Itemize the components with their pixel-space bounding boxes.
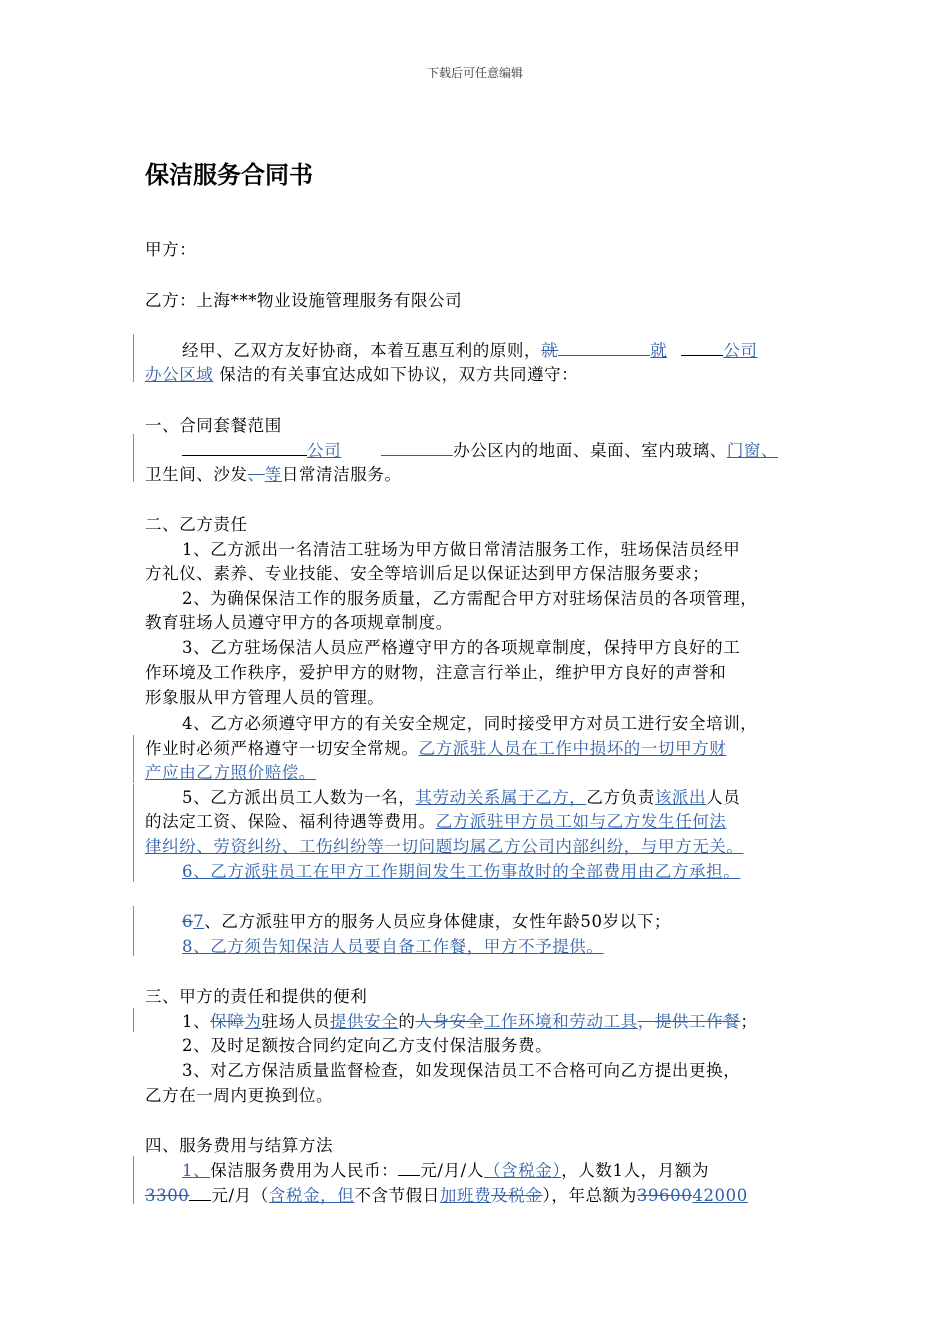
s3-item-3-line-2: 乙方在一周内更换到位。 [145,1086,334,1105]
s4-text: 不含节假日 [354,1186,440,1205]
s1-text: 卫生间、沙发 [145,465,248,484]
inserted-text: 等 [264,465,282,484]
s2-item-3-line-2: 作环境及工作秩序，爱护甲方的财物，注意言行举止，维护甲方良好的声誉和 [145,663,727,682]
blank-underline [381,455,453,456]
s2-text: 的法定工资、保险、福利待遇等费用。 [145,812,436,831]
section-2-heading: 二、乙方责任 [145,515,248,534]
inserted-text: 产应由乙方照价赔偿。 [145,763,316,782]
inserted-text: 6、乙方派驻员工在甲方工作期间发生工伤事故时的全部费用由乙方承担。 [182,862,741,881]
s4-item-1-line-1 [182,1157,709,1181]
document-title: 保洁服务合同书 [145,161,313,189]
inserted-text: 律纠纷、劳资纠纷、工伤纠纷等一切问题均属乙方公司内部纠纷，与甲方无关。 [145,837,744,856]
deleted-text: 人身安全 [415,1012,484,1031]
s2-item-4-line-1: 4、乙方必须遵守甲方的有关安全规定，同时接受甲方对员工进行安全培训， [182,714,758,733]
inserted-text: 加班费 [439,1186,492,1205]
s4-text: ，人数1人，月额为 [561,1161,710,1180]
revision-bar [133,784,134,882]
blank-underline [182,455,307,456]
blank-underline [681,355,723,356]
page-header: 下载后可任意编辑 [426,66,523,80]
intro-text: 保洁的有关事宜达成如下协议，双方共同遵守： [219,365,579,384]
inserted-text: 含税金，但 [268,1186,355,1205]
party-a-line: 甲方： [145,240,197,259]
inserted-text: 工作环境和劳动工具 [483,1012,638,1031]
s2-item-3-line-3: 形象服从甲方管理人员的管理。 [145,688,385,707]
s1-line-2 [145,461,402,485]
s2-item-8 [182,933,604,957]
inserted-text: 乙方派驻人员在工作中损坏的一切甲方财 [418,739,727,758]
s2-item-2-line-2: 教育驻场人员遵守甲方的各项规章制度。 [145,613,453,632]
s4-text: 保洁服务费用为人民币： [210,1161,399,1180]
blank-underline [558,355,650,356]
s4-text: ），年总额为 [542,1186,637,1205]
s2-item-1-line-2: 方礼仪、素养、专业技能、安全等培训后足以保证达到甲方保洁服务要求； [145,564,710,583]
section-1-heading: 一、合同套餐范围 [145,416,282,435]
revision-bar [133,906,134,956]
s2-item-3-line-1: 3、乙方驻场保洁人员应严格遵守甲方的各项规章制度，保持甲方良好的工 [182,638,741,657]
s2-item-4-line-3 [145,759,316,783]
inserted-text: 8、乙方须告知保洁人员要自备工作餐，甲方不予提供。 [182,937,604,956]
s2-text: 人员 [706,788,741,807]
revision-bar [133,334,134,382]
intro-text: 经甲、乙双方友好协商，本着互惠互利的原则， [182,341,542,360]
inserted-text: 办公区域 [145,365,214,384]
s3-text: 驻场人员 [261,1012,330,1031]
inserted-text: 42000 [692,1186,748,1205]
inserted-text: 公司 [307,441,342,460]
inserted-text: 其劳动关系属于乙方， [415,788,587,807]
inserted-text: 乙方派驻甲方员工如与乙方发生任何法 [435,812,727,831]
section-3-heading: 三、甲方的责任和提供的便利 [145,987,368,1006]
inserted-text: 就 [650,341,668,360]
inserted-text: 7 [193,912,205,931]
revision-bar [133,434,134,482]
intro-line-2 [145,361,578,385]
s3-text: 的 [398,1012,416,1031]
deleted-text: 39600 [636,1186,693,1205]
s2-item-1-line-1: 1、乙方派出一名清洁工驻场为甲方做日常清洁服务工作，驻场保洁员经甲 [182,540,741,559]
party-b-line: 乙方：上海***物业设施管理服务有限公司 [145,291,463,310]
section-4-heading: 四、服务费用与结算方法 [145,1136,334,1155]
inserted-text: 1、 [182,1161,211,1180]
s3-text: ； [740,1012,758,1031]
s1-line-1 [182,437,778,461]
s2-text: 作业时必须严格遵守一切安全常规。 [145,739,419,758]
s3-item-1 [182,1008,757,1032]
s3-text: 1、 [182,1012,211,1031]
inserted-text: 该派出 [654,788,707,807]
revision-bar [133,1008,134,1032]
s2-item-2-line-1: 2、为确保保洁工作的服务质量，乙方需配合甲方对驻场保洁员的各项管理， [182,589,758,608]
blank-underline [189,1200,211,1201]
s3-item-2: 2、及时足额按合同约定向乙方支付保洁服务费。 [182,1036,553,1055]
s4-text: 元/月（ [211,1186,269,1205]
deleted-text: 、 [247,465,265,484]
deleted-text: 保障 [210,1012,245,1031]
s2-item-4-line-2 [145,735,726,759]
deleted-text: 及税金 [491,1186,543,1205]
s3-item-3-line-1: 3、对乙方保洁质量监督检查，如发现保洁员工不合格可向乙方提出更换， [182,1061,741,1080]
inserted-text: 提供安全 [329,1012,399,1031]
s2-text: 、乙方派驻甲方的服务人员应身体健康，女性年龄50岁以下； [204,912,672,931]
inserted-text: （含税金） [483,1161,562,1180]
deleted-text: 3300 [145,1186,190,1205]
revision-bar [133,1156,134,1204]
s2-text: 乙方负责 [586,788,655,807]
deleted-text: 6 [182,912,194,931]
blank-underline [398,1175,420,1176]
s1-text: 办公区内的地面、桌面、室内玻璃、 [453,441,727,460]
revision-bar [133,735,134,783]
s4-text: 元/月/人 [420,1161,484,1180]
deleted-text: 就 [541,341,559,360]
s2-item-5-line-3 [145,833,744,857]
inserted-text: 公司 [723,341,758,360]
s2-item-7 [182,908,671,932]
deleted-text: ，提供工作餐 [637,1012,741,1031]
inserted-text: 门窗、 [726,441,779,460]
s2-item-5-line-2 [145,808,726,832]
inserted-text: 为 [244,1012,262,1031]
s4-item-1-line-2 [145,1182,748,1206]
intro-line-1 [182,337,758,361]
s2-item-6 [182,858,740,882]
s2-text: 5、乙方派出员工人数为一名， [182,788,416,807]
s1-text: 日常清洁服务。 [281,465,402,484]
s2-item-5-line-1 [182,784,740,808]
